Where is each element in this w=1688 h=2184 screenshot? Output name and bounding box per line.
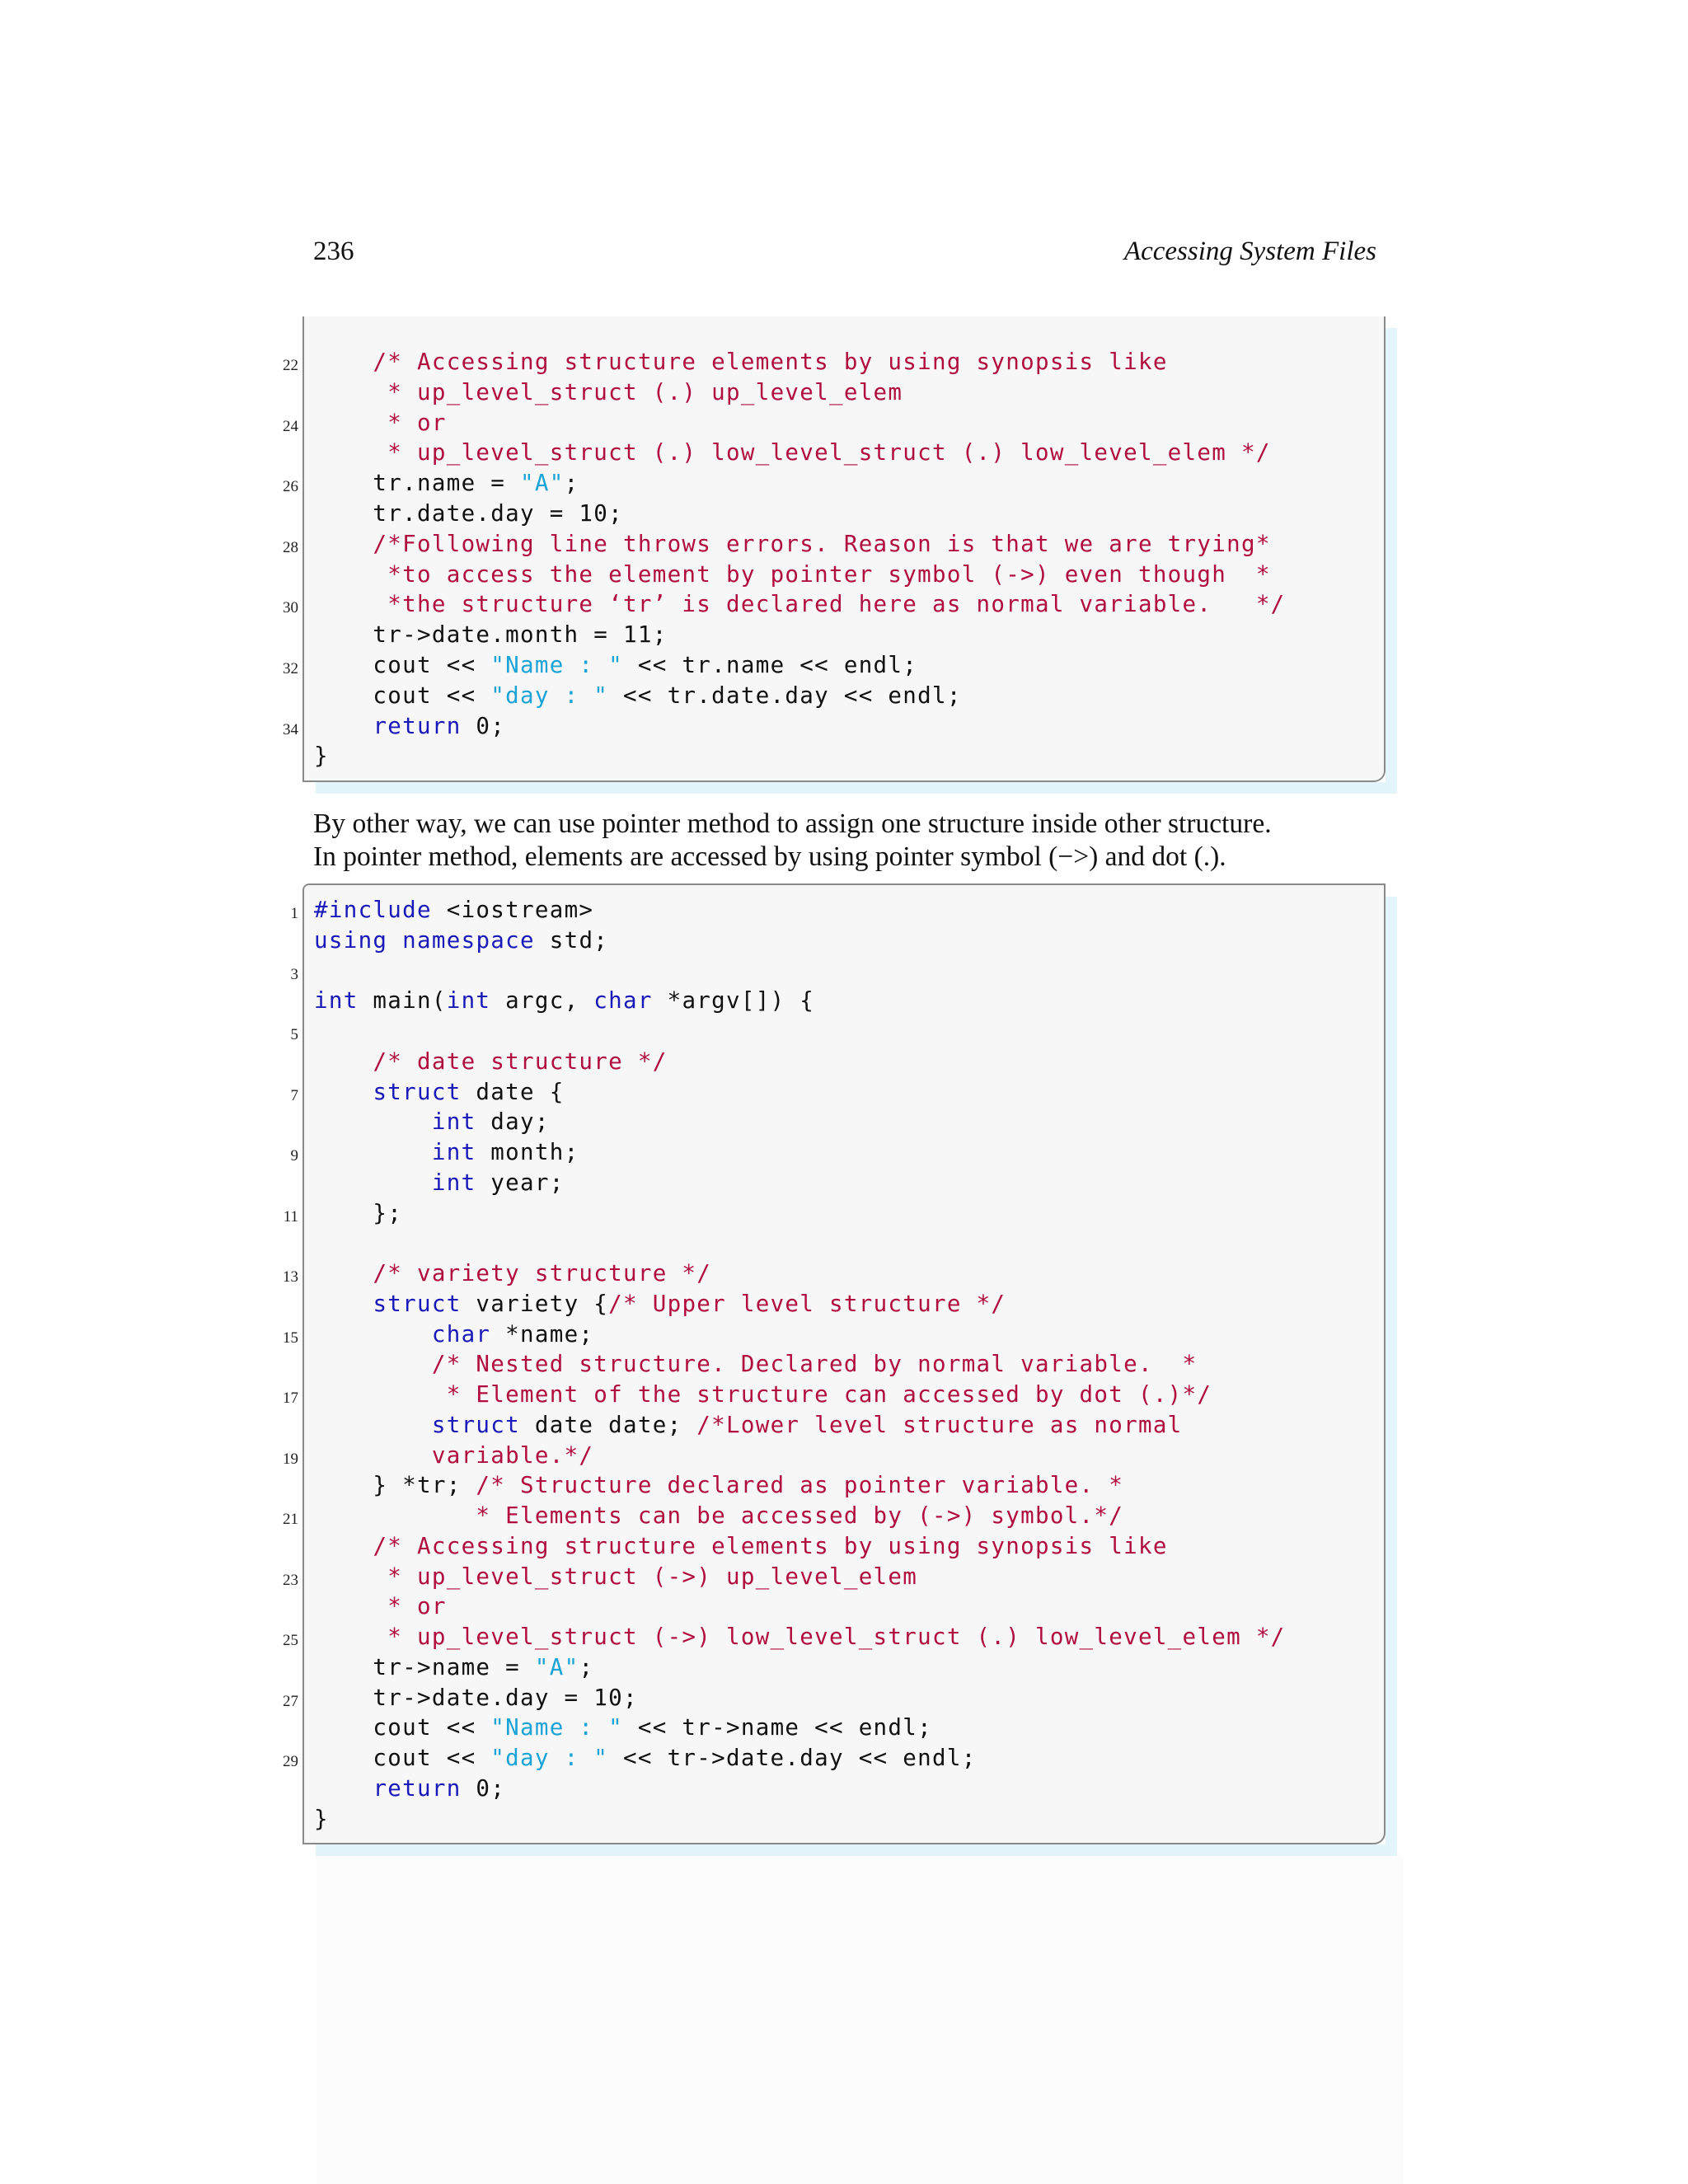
code-text: year; [476,1169,565,1196]
line-number: 1 [290,905,298,922]
code-keyword: char [593,987,653,1015]
code-comment: variable.*/ [431,1441,594,1469]
code-text [314,1079,373,1105]
code-text: cout << [314,682,491,709]
code-string: "Name : " [490,1714,623,1741]
code-text: cout << [314,1745,491,1771]
code-text: tr.date.day = 10; [314,500,623,527]
code-line [314,1077,565,1108]
code-comment: /*Lower level structure as normal [696,1411,1183,1438]
code-comment: /* Upper level structure */ [608,1290,1006,1317]
code-text [314,1442,432,1469]
code-text: ; [564,470,579,497]
code-text [314,1775,373,1802]
code-line [314,1713,932,1743]
code-comment: /* date structure */ [373,1047,668,1075]
code-keyword: struct [373,1078,462,1105]
code-line [314,1470,1123,1501]
code-line [314,1047,668,1077]
code-text [314,1321,432,1347]
code-text: tr->date.day = 10; [314,1684,638,1711]
code-text: << tr->name << endl; [623,1714,932,1741]
code-keyword: struct [373,1290,462,1317]
code-comment: * or [387,1593,447,1620]
code-line [314,1622,1286,1652]
code-line [314,499,623,529]
code-comment: /* Structure declared as pointer variable. * [476,1472,1124,1499]
code-text: << tr.name << endl; [623,652,918,678]
code-text [314,410,387,436]
code-comment: *to access the element by pointer symbol (->) even though * [387,560,1271,588]
code-comment: *the structure ‘tr’ is declared here as normal variable. */ [387,591,1286,618]
code-line [314,1531,1168,1562]
code-line [314,347,1168,377]
code-comment: * Elements can be accessed by (->) symbol.*/ [476,1502,1124,1529]
code-line [314,1591,447,1622]
line-number: 19 [283,1450,298,1468]
code-comment: * up_level_struct (->) up_level_elem [387,1563,918,1590]
code-line [314,1743,977,1774]
line-number: 27 [283,1692,298,1710]
line-number: 7 [290,1086,298,1104]
code-text: }; [314,1199,403,1226]
code-line [314,408,447,438]
code-line [314,377,903,408]
code-text [314,1260,373,1286]
code-comment: /* Accessing structure elements by using synopsis like [373,349,1168,375]
code-text [314,1291,373,1317]
code-string: "day : " [490,682,609,709]
code-keyword: char [431,1320,491,1347]
code-line [314,1380,1212,1410]
body-paragraph [313,808,1378,874]
code-text [314,1139,432,1165]
code-text: month; [476,1139,579,1165]
code-text [314,713,373,739]
code-line [314,1258,711,1289]
line-number: 17 [283,1390,298,1407]
line-number: 3 [290,965,298,983]
code-line [314,926,608,956]
code-text: <iostream> [431,897,594,923]
code-string: "A" [534,1653,579,1680]
code-line [314,1319,593,1350]
paragraph-line-1: By other way, we can use pointer method to assign one structure inside other structure. [313,808,1272,839]
code-text [314,1169,432,1196]
code-string: "day : " [490,1745,609,1771]
line-number: 11 [283,1207,298,1226]
code-line [314,1289,1006,1319]
code-comment: * or [387,409,447,436]
code-line [314,711,505,742]
line-number: 13 [283,1268,298,1286]
code-line [314,620,668,650]
code-text: tr->date.month = 11; [314,621,668,649]
code-text: date date; [520,1411,697,1438]
code-text [314,1108,432,1135]
code-keyword: #include [314,897,432,923]
code-text: << tr->date.day << endl; [608,1745,977,1771]
line-number: 23 [283,1571,298,1589]
code-text [314,379,387,405]
code-line [314,986,814,1016]
code-keyword: int [431,1169,476,1196]
line-number: 24 [283,417,298,435]
code-text: std; [534,926,609,954]
code-comment: * up_level_struct (.) low_level_struct (.) low_level_elem */ [387,439,1271,466]
code-line [314,1562,917,1592]
code-line [314,1501,1123,1531]
code-string: "Name : " [490,652,623,678]
code-line [314,438,1271,468]
line-number: 30 [283,599,298,617]
code-keyword: int [431,1139,476,1165]
code-text: cout << [314,652,491,678]
running-header-title: Accessing System Files [1123,237,1376,266]
code-line [314,468,579,499]
code-text: main( [358,987,447,1015]
code-text [314,1624,387,1650]
code-text [314,349,373,375]
code-text: tr->name = [314,1653,535,1680]
code-text [314,439,387,466]
code-line [314,560,1271,590]
code-keyword: return [373,1774,462,1802]
code-text [314,591,387,617]
code-text [387,927,402,954]
code-text: } *tr; [314,1472,476,1499]
code-line [314,1198,402,1229]
code-text [314,561,387,588]
code-comment: /* Accessing structure elements by using synopsis like [373,1532,1168,1559]
code-text: } [314,743,329,770]
code-string: "A" [520,470,565,497]
code-text [314,1533,373,1559]
line-number: 32 [283,660,298,677]
code-text [314,1381,447,1408]
code-line [314,1137,579,1168]
line-number: 9 [290,1147,298,1165]
code-line [314,1349,1197,1380]
line-number: 21 [283,1511,298,1528]
line-number: 5 [290,1026,298,1043]
code-text [314,1412,432,1438]
code-text: day; [476,1108,550,1136]
code-line [314,1410,1183,1441]
code-line [314,741,329,771]
page-background-tint [316,1854,1404,2184]
code-line [314,1774,505,1804]
code-text: tr.name = [314,470,520,497]
code-comment: /* Nested structure. Declared by normal variable. * [431,1351,1198,1378]
line-number: 29 [283,1753,298,1770]
code-keyword: int [314,987,359,1015]
line-number: 25 [283,1632,298,1649]
code-keyword: return [373,712,462,739]
code-text [314,1502,476,1529]
code-text [314,1593,387,1619]
code-line [314,895,593,926]
code-text: cout << [314,1714,491,1741]
code-line [314,589,1286,620]
code-text [314,1351,432,1377]
line-number: 34 [283,720,298,738]
code-text: } [314,1805,329,1832]
code-comment: * Element of the structure can accessed by dot (.)*/ [446,1381,1212,1408]
code-text: argc, [490,987,594,1015]
code-line [314,1652,593,1683]
code-text: *name; [490,1320,594,1347]
line-number: 26 [283,478,298,496]
code-text: 0; [461,712,506,739]
code-line [314,650,917,681]
page-number: 236 [313,237,354,266]
code-line [314,1441,593,1471]
code-text: variety { [461,1290,609,1317]
code-comment: /* variety structure */ [373,1260,712,1286]
code-text: 0; [461,1774,506,1802]
code-line [314,1168,565,1198]
code-keyword: int [446,987,491,1015]
line-number: 22 [283,357,298,374]
code-text [314,1563,387,1590]
code-keyword: using [314,926,388,954]
code-text: *argv[]) { [652,987,815,1015]
code-comment: * up_level_struct (.) up_level_elem [387,378,903,405]
code-keyword: struct [431,1411,520,1438]
code-line [314,1683,638,1713]
code-line [314,681,962,711]
code-line [314,1107,550,1137]
line-number: 15 [283,1329,298,1347]
line-number: 28 [283,538,298,556]
code-comment: * up_level_struct (->) low_level_struct (.) low_level_elem */ [387,1624,1286,1650]
code-text: date { [461,1078,565,1105]
code-line [314,1804,329,1835]
code-text [314,531,373,557]
code-text: << tr.date.day << endl; [608,682,962,709]
code-text [314,1048,373,1075]
code-line [314,529,1271,560]
paragraph-line-2: In pointer method, elements are accessed by using pointer symbol (−>) and dot (.). [313,841,1226,872]
code-keyword: int [431,1108,476,1136]
code-text: ; [579,1653,594,1680]
code-comment: /*Following line throws errors. Reason is that we are trying* [373,530,1271,557]
code-keyword: namespace [402,926,535,954]
